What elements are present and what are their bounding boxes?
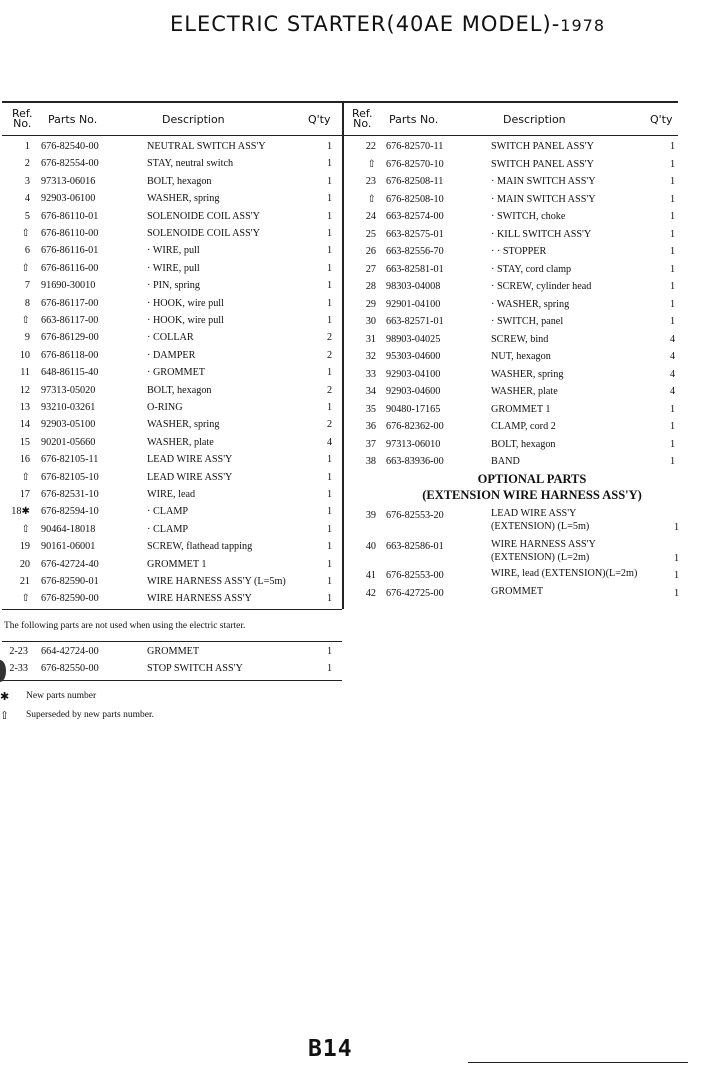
table-row xyxy=(344,156,684,173)
part-description: BOLT, hexagon xyxy=(147,175,212,187)
left-ref-header: Ref. No. xyxy=(12,107,33,130)
part-description: · SWITCH, choke xyxy=(491,211,566,222)
table-row xyxy=(0,469,342,486)
part-description: WASHER, spring xyxy=(147,193,220,205)
part-qty: 1 xyxy=(674,522,680,533)
left-parts-table xyxy=(0,138,342,610)
table-row xyxy=(344,536,684,566)
ref-number: 9 xyxy=(24,332,30,344)
part-number: 676-82550-00 xyxy=(41,663,99,674)
part-qty: 1 xyxy=(670,438,676,450)
ref-number: 11 xyxy=(20,367,30,379)
part-qty: 1 xyxy=(327,593,333,605)
part-number: 676-86117-00 xyxy=(41,297,99,309)
part-qty: 2 xyxy=(327,419,333,431)
ref-number: 32 xyxy=(365,351,376,362)
table-row xyxy=(344,418,684,435)
table-row xyxy=(344,366,684,383)
table-row xyxy=(0,573,342,590)
part-qty: 1 xyxy=(670,298,676,310)
ref-number: 31 xyxy=(365,333,376,345)
part-description: WASHER, plate xyxy=(491,386,558,397)
ref-number: 28 xyxy=(365,281,376,292)
legend-symbol: ✱ xyxy=(0,691,10,703)
part-number: 676-82540-00 xyxy=(41,141,99,152)
part-number: 97313-05020 xyxy=(41,384,96,396)
part-qty: 1 xyxy=(670,246,676,257)
table-row xyxy=(0,486,342,503)
table-row xyxy=(344,243,684,260)
part-qty: 1 xyxy=(670,263,676,275)
ref-number: 4 xyxy=(24,193,30,205)
part-number: 676-82590-00 xyxy=(41,593,99,605)
legend-symbol: ⇧ xyxy=(0,710,10,722)
part-number: 676-42724-40 xyxy=(41,558,99,570)
table-row xyxy=(344,401,684,418)
part-qty: 1 xyxy=(327,193,333,205)
part-number: 676-82553-20 xyxy=(386,510,444,521)
part-qty: 1 xyxy=(670,193,676,205)
ref-number: 19 xyxy=(19,541,30,553)
ref-number: 20 xyxy=(19,558,30,570)
part-description: LEAD WIRE ASS'Y xyxy=(147,471,233,483)
part-description xyxy=(491,567,637,580)
table-row xyxy=(344,453,684,470)
table-row xyxy=(0,190,342,207)
part-qty: 1 xyxy=(327,523,333,535)
part-qty: 4 xyxy=(327,436,333,448)
part-number: 676-82590-01 xyxy=(41,576,99,587)
part-number: 663-83936-00 xyxy=(386,456,444,467)
part-number: 676-82508-10 xyxy=(386,193,444,205)
part-qty: 1 xyxy=(674,588,680,599)
part-description: SOLENOIDE COIL ASS'Y xyxy=(147,228,260,239)
ref-number: 8 xyxy=(24,297,30,309)
table-row xyxy=(0,382,342,399)
part-description: SWITCH PANEL ASS'Y xyxy=(491,141,594,152)
part-number: 676-86129-00 xyxy=(41,332,99,344)
not-used-bottom-rule xyxy=(2,680,342,681)
ref-number: ⇧ xyxy=(21,471,30,483)
part-description: · · STOPPER xyxy=(491,246,547,257)
part-description: · WIRE, pull xyxy=(147,245,200,257)
ref-number: ⇧ xyxy=(21,523,30,535)
table-row xyxy=(344,191,684,208)
table-row xyxy=(344,296,684,313)
table-row xyxy=(0,503,342,520)
right-parts-header: Parts No. xyxy=(389,113,439,126)
part-qty: 1 xyxy=(670,176,676,187)
part-number: 676-86118-00 xyxy=(41,349,99,361)
part-qty: 1 xyxy=(670,456,676,467)
part-number: 90161-06001 xyxy=(41,541,96,553)
table-row xyxy=(0,660,342,677)
part-qty: 1 xyxy=(670,141,676,152)
ref-number: 42 xyxy=(365,588,376,599)
ref-number: 21 xyxy=(19,576,30,587)
table-row xyxy=(344,208,684,225)
left-description-header: Description xyxy=(162,113,225,126)
part-qty: 1 xyxy=(327,646,333,657)
part-qty: 1 xyxy=(327,228,333,239)
table-row xyxy=(0,364,342,381)
part-number: 676-82105-11 xyxy=(41,454,99,466)
part-number: 90201-05660 xyxy=(41,436,96,448)
part-number: 676-82553-00 xyxy=(386,570,444,581)
table-row xyxy=(0,242,342,259)
part-number: 676-82554-00 xyxy=(41,158,99,170)
table-top-rule xyxy=(2,101,678,103)
table-row xyxy=(0,277,342,294)
part-qty: 1 xyxy=(327,262,333,274)
title-year: 1978 xyxy=(560,16,605,35)
table-row xyxy=(344,173,684,190)
part-qty: 1 xyxy=(327,471,333,483)
table-row xyxy=(0,451,342,468)
part-description: SWITCH PANEL ASS'Y xyxy=(491,158,594,170)
part-qty: 4 xyxy=(670,368,676,380)
part-description: · KILL SWITCH ASS'Y xyxy=(491,228,592,240)
ref-number: 24 xyxy=(365,211,376,222)
part-number: 676-42725-00 xyxy=(386,588,444,599)
right-qty-header: Q'ty xyxy=(650,113,673,126)
part-qty: 1 xyxy=(327,663,333,674)
optional-parts-title: OPTIONAL PARTS xyxy=(477,472,587,486)
table-row xyxy=(344,278,684,295)
ref-number: ⇧ xyxy=(367,158,376,170)
ref-number: 40 xyxy=(365,541,376,552)
table-row xyxy=(0,556,342,573)
part-qty: 1 xyxy=(327,454,333,466)
part-number: 92903-04100 xyxy=(386,368,441,380)
part-description: · CLAMP xyxy=(147,506,189,518)
ref-number: 37 xyxy=(365,438,376,450)
part-qty: 1 xyxy=(327,315,333,326)
part-description-line1: GROMMET xyxy=(491,586,544,597)
part-description: · DAMPER xyxy=(147,349,196,361)
ref-number: 17 xyxy=(19,489,30,500)
ref-number: 26 xyxy=(365,246,376,257)
part-qty: 1 xyxy=(327,489,333,500)
table-row xyxy=(344,226,684,243)
legend-text: Superseded by new parts number. xyxy=(26,710,154,720)
not-used-top-rule xyxy=(2,641,342,642)
part-number: 676-86110-01 xyxy=(41,210,99,222)
optional-parts-subtitle: (EXTENSION WIRE HARNESS ASS'Y) xyxy=(422,488,642,502)
ref-number: 16 xyxy=(19,454,30,466)
part-qty: 1 xyxy=(670,403,676,415)
left-qty-header: Q'ty xyxy=(308,113,331,126)
part-number: 648-86115-40 xyxy=(41,367,99,379)
part-number: 663-82586-01 xyxy=(386,541,444,552)
ref-number: 33 xyxy=(365,368,376,380)
table-row xyxy=(344,436,684,453)
not-used-table xyxy=(0,643,342,679)
part-description: · PIN, spring xyxy=(147,280,200,292)
part-number: 663-82556-70 xyxy=(386,246,444,257)
ref-number: 41 xyxy=(365,570,376,581)
part-qty: 1 xyxy=(327,402,333,413)
part-description: · HOOK, wire pull xyxy=(147,297,224,309)
part-qty: 1 xyxy=(674,570,680,581)
part-description: NUT, hexagon xyxy=(491,351,551,362)
table-header-rule xyxy=(2,135,678,136)
part-number: 676-82570-10 xyxy=(386,158,444,170)
part-number: 98903-04025 xyxy=(386,333,441,345)
part-number: 676-82531-10 xyxy=(41,489,99,500)
part-description xyxy=(491,538,596,564)
ref-number: 27 xyxy=(365,263,376,275)
part-number: 676-86116-01 xyxy=(41,245,99,257)
part-number: 93210-03261 xyxy=(41,402,96,413)
legend-text: New parts number xyxy=(26,691,97,701)
table-row xyxy=(344,505,684,535)
part-qty: 4 xyxy=(670,351,676,362)
part-description: · WIRE, pull xyxy=(147,262,200,274)
part-qty: 1 xyxy=(327,541,333,553)
table-row xyxy=(0,643,342,660)
ref-number: 35 xyxy=(365,403,376,415)
ref-number: 3 xyxy=(24,175,30,187)
part-number: 663-82575-01 xyxy=(386,228,444,240)
ref-number: 7 xyxy=(24,280,30,292)
left-parts-header: Parts No. xyxy=(48,113,98,126)
table-row xyxy=(0,521,342,538)
part-description: SOLENOIDE COIL ASS'Y xyxy=(147,210,260,222)
right-ref-header: Ref. No. xyxy=(352,107,373,130)
ref-number: 2-33 xyxy=(9,663,28,674)
part-description: WASHER, spring xyxy=(491,368,564,380)
right-parts-table xyxy=(344,138,684,468)
part-number: 663-82581-01 xyxy=(386,263,444,275)
part-qty: 1 xyxy=(670,228,676,240)
ref-number: 6 xyxy=(24,245,30,257)
part-description: · WASHER, spring xyxy=(491,298,570,310)
table-row xyxy=(0,538,342,555)
part-description-line2: (EXTENSION) (L=5m) xyxy=(491,521,590,532)
table-row xyxy=(0,260,342,277)
part-description: WIRE HARNESS ASS'Y (L=5m) xyxy=(147,576,286,587)
part-description: BOLT, hexagon xyxy=(147,384,212,396)
part-qty: 1 xyxy=(327,245,333,257)
table-row xyxy=(344,383,684,400)
part-qty: 1 xyxy=(327,558,333,570)
part-number: 92903-05100 xyxy=(41,419,96,431)
part-description-line1: LEAD WIRE ASS'Y xyxy=(491,508,577,519)
ref-number: 14 xyxy=(19,419,30,431)
part-number: 90480-17165 xyxy=(386,403,441,415)
table-row xyxy=(0,295,342,312)
part-qty: 2 xyxy=(327,349,333,361)
part-description: WASHER, plate xyxy=(147,436,214,448)
table-row xyxy=(0,155,342,172)
part-number: 98303-04008 xyxy=(386,281,441,292)
part-description: · HOOK, wire pull xyxy=(147,315,224,326)
part-qty: 1 xyxy=(670,281,676,292)
part-description: · GROMMET xyxy=(147,367,206,379)
part-description: BAND xyxy=(491,456,520,467)
part-qty: 1 xyxy=(327,158,333,170)
part-number: 97313-06010 xyxy=(386,438,441,450)
ref-number: 34 xyxy=(365,386,376,397)
part-qty: 1 xyxy=(670,421,676,432)
part-qty: 1 xyxy=(327,210,333,222)
part-description: WASHER, spring xyxy=(147,419,220,431)
table-row xyxy=(0,208,342,225)
table-row xyxy=(0,590,342,607)
part-qty: 1 xyxy=(327,506,333,518)
title-text: ELECTRIC STARTER(40AE MODEL)- xyxy=(170,12,561,36)
ref-number: 10 xyxy=(19,349,30,361)
ref-number: 5 xyxy=(24,210,30,222)
part-description: · CLAMP xyxy=(147,523,189,535)
part-qty: 1 xyxy=(327,280,333,292)
part-number: 97313-06016 xyxy=(41,175,96,187)
part-qty: 2 xyxy=(327,384,333,396)
ref-number: 39 xyxy=(365,510,376,521)
ref-number: 2 xyxy=(24,158,30,170)
part-description: SCREW, flathead tapping xyxy=(147,541,253,553)
part-number: 91690-30010 xyxy=(41,280,96,292)
part-description: · COLLAR xyxy=(147,332,194,344)
part-description: GROMMET 1 xyxy=(147,558,207,570)
part-description: STAY, neutral switch xyxy=(147,158,234,170)
part-description: GROMMET 1 xyxy=(491,403,551,415)
part-description: · SWITCH, panel xyxy=(491,316,564,327)
part-qty: 1 xyxy=(327,141,333,152)
footer-rule xyxy=(468,1062,688,1063)
part-number: 663-82571-01 xyxy=(386,316,444,327)
table-row xyxy=(0,225,342,242)
ref-number: 18✱ xyxy=(11,506,30,518)
part-description: LEAD WIRE ASS'Y xyxy=(147,454,233,466)
table-row xyxy=(0,173,342,190)
part-number: 90464-18018 xyxy=(41,523,96,535)
ref-number: 23 xyxy=(365,176,376,187)
optional-parts-table xyxy=(344,505,684,605)
table-row xyxy=(0,434,342,451)
table-row xyxy=(344,585,684,602)
part-description: BOLT, hexagon xyxy=(491,438,556,450)
part-qty: 2 xyxy=(327,332,333,344)
ref-number: 30 xyxy=(365,316,376,327)
page-title xyxy=(170,12,700,36)
part-description xyxy=(491,585,543,598)
part-description: SCREW, bind xyxy=(491,333,549,345)
part-number: 676-82362-00 xyxy=(386,421,444,432)
ref-number: 2-23 xyxy=(9,646,28,657)
part-description: CLAMP, cord 2 xyxy=(491,421,556,432)
part-number: 95303-04600 xyxy=(386,351,441,362)
part-qty: 1 xyxy=(670,316,676,327)
ref-number: ⇧ xyxy=(21,228,30,239)
table-row xyxy=(344,261,684,278)
ref-number: 12 xyxy=(19,384,30,396)
part-number: 664-42724-00 xyxy=(41,646,99,657)
part-number: 676-82105-10 xyxy=(41,471,99,483)
ref-number: 25 xyxy=(365,228,376,240)
part-number: 92901-04100 xyxy=(386,298,441,310)
ref-number: 13 xyxy=(19,402,30,413)
part-description: O-RING xyxy=(147,402,183,413)
table-row xyxy=(0,312,342,329)
right-description-header: Description xyxy=(503,113,566,126)
part-qty: 1 xyxy=(674,553,680,564)
part-qty: 1 xyxy=(670,158,676,170)
part-qty: 1 xyxy=(327,576,333,587)
ref-number: 22 xyxy=(365,141,376,152)
part-qty: 4 xyxy=(670,333,676,345)
part-qty: 1 xyxy=(670,211,676,222)
page-number: B14 xyxy=(308,1036,353,1062)
part-description: · SCREW, cylinder head xyxy=(491,281,592,292)
table-row xyxy=(344,567,684,584)
ref-number: 15 xyxy=(19,436,30,448)
part-number: 663-86117-00 xyxy=(41,315,99,326)
part-description-line1: WIRE HARNESS ASS'Y xyxy=(491,539,596,550)
part-number: 676-82594-10 xyxy=(41,506,99,518)
ref-number: 38 xyxy=(365,456,376,467)
ref-number: ⇧ xyxy=(367,193,376,205)
part-description: · MAIN SWITCH ASS'Y xyxy=(491,193,596,205)
table-row xyxy=(344,331,684,348)
part-description: · STAY, cord clamp xyxy=(491,263,572,275)
part-description: GROMMET xyxy=(147,646,200,657)
ref-number: ⇧ xyxy=(21,315,30,326)
part-description xyxy=(491,507,589,533)
part-description: · MAIN SWITCH ASS'Y xyxy=(491,176,596,187)
part-number: 676-86116-00 xyxy=(41,262,99,274)
table-row xyxy=(0,416,342,433)
part-description: WIRE HARNESS ASS'Y xyxy=(147,593,252,605)
ref-number: 1 xyxy=(24,141,30,152)
part-qty: 4 xyxy=(670,386,676,397)
part-description: NEUTRAL SWITCH ASS'Y xyxy=(147,141,266,152)
part-number: 676-82570-11 xyxy=(386,141,444,152)
part-number: 663-82574-00 xyxy=(386,211,444,222)
part-description: WIRE, lead xyxy=(147,489,196,500)
part-number: 92903-06100 xyxy=(41,193,96,205)
table-row xyxy=(0,347,342,364)
part-description-line2: (EXTENSION) (L=2m) xyxy=(491,552,590,563)
table-row xyxy=(344,313,684,330)
not-used-note: The following parts are not used when using the electric starter. xyxy=(4,621,246,631)
part-qty: 1 xyxy=(327,297,333,309)
table-row xyxy=(0,329,342,346)
part-number: 92903-04600 xyxy=(386,386,441,397)
part-number: 676-82508-11 xyxy=(386,176,444,187)
part-description: STOP SWITCH ASS'Y xyxy=(147,663,243,674)
table-row xyxy=(0,399,342,416)
part-qty: 1 xyxy=(327,175,333,187)
part-qty: 1 xyxy=(327,367,333,379)
table-row xyxy=(344,138,684,155)
table-row xyxy=(344,348,684,365)
ref-number: 29 xyxy=(365,298,376,310)
ref-number: ⇧ xyxy=(21,593,30,605)
ref-number: ⇧ xyxy=(21,262,30,274)
part-number: 676-86110-00 xyxy=(41,228,99,239)
table-row xyxy=(0,138,342,155)
ref-number: 36 xyxy=(365,421,376,432)
part-description-line1: WIRE, lead (EXTENSION)(L=2m) xyxy=(491,568,638,579)
